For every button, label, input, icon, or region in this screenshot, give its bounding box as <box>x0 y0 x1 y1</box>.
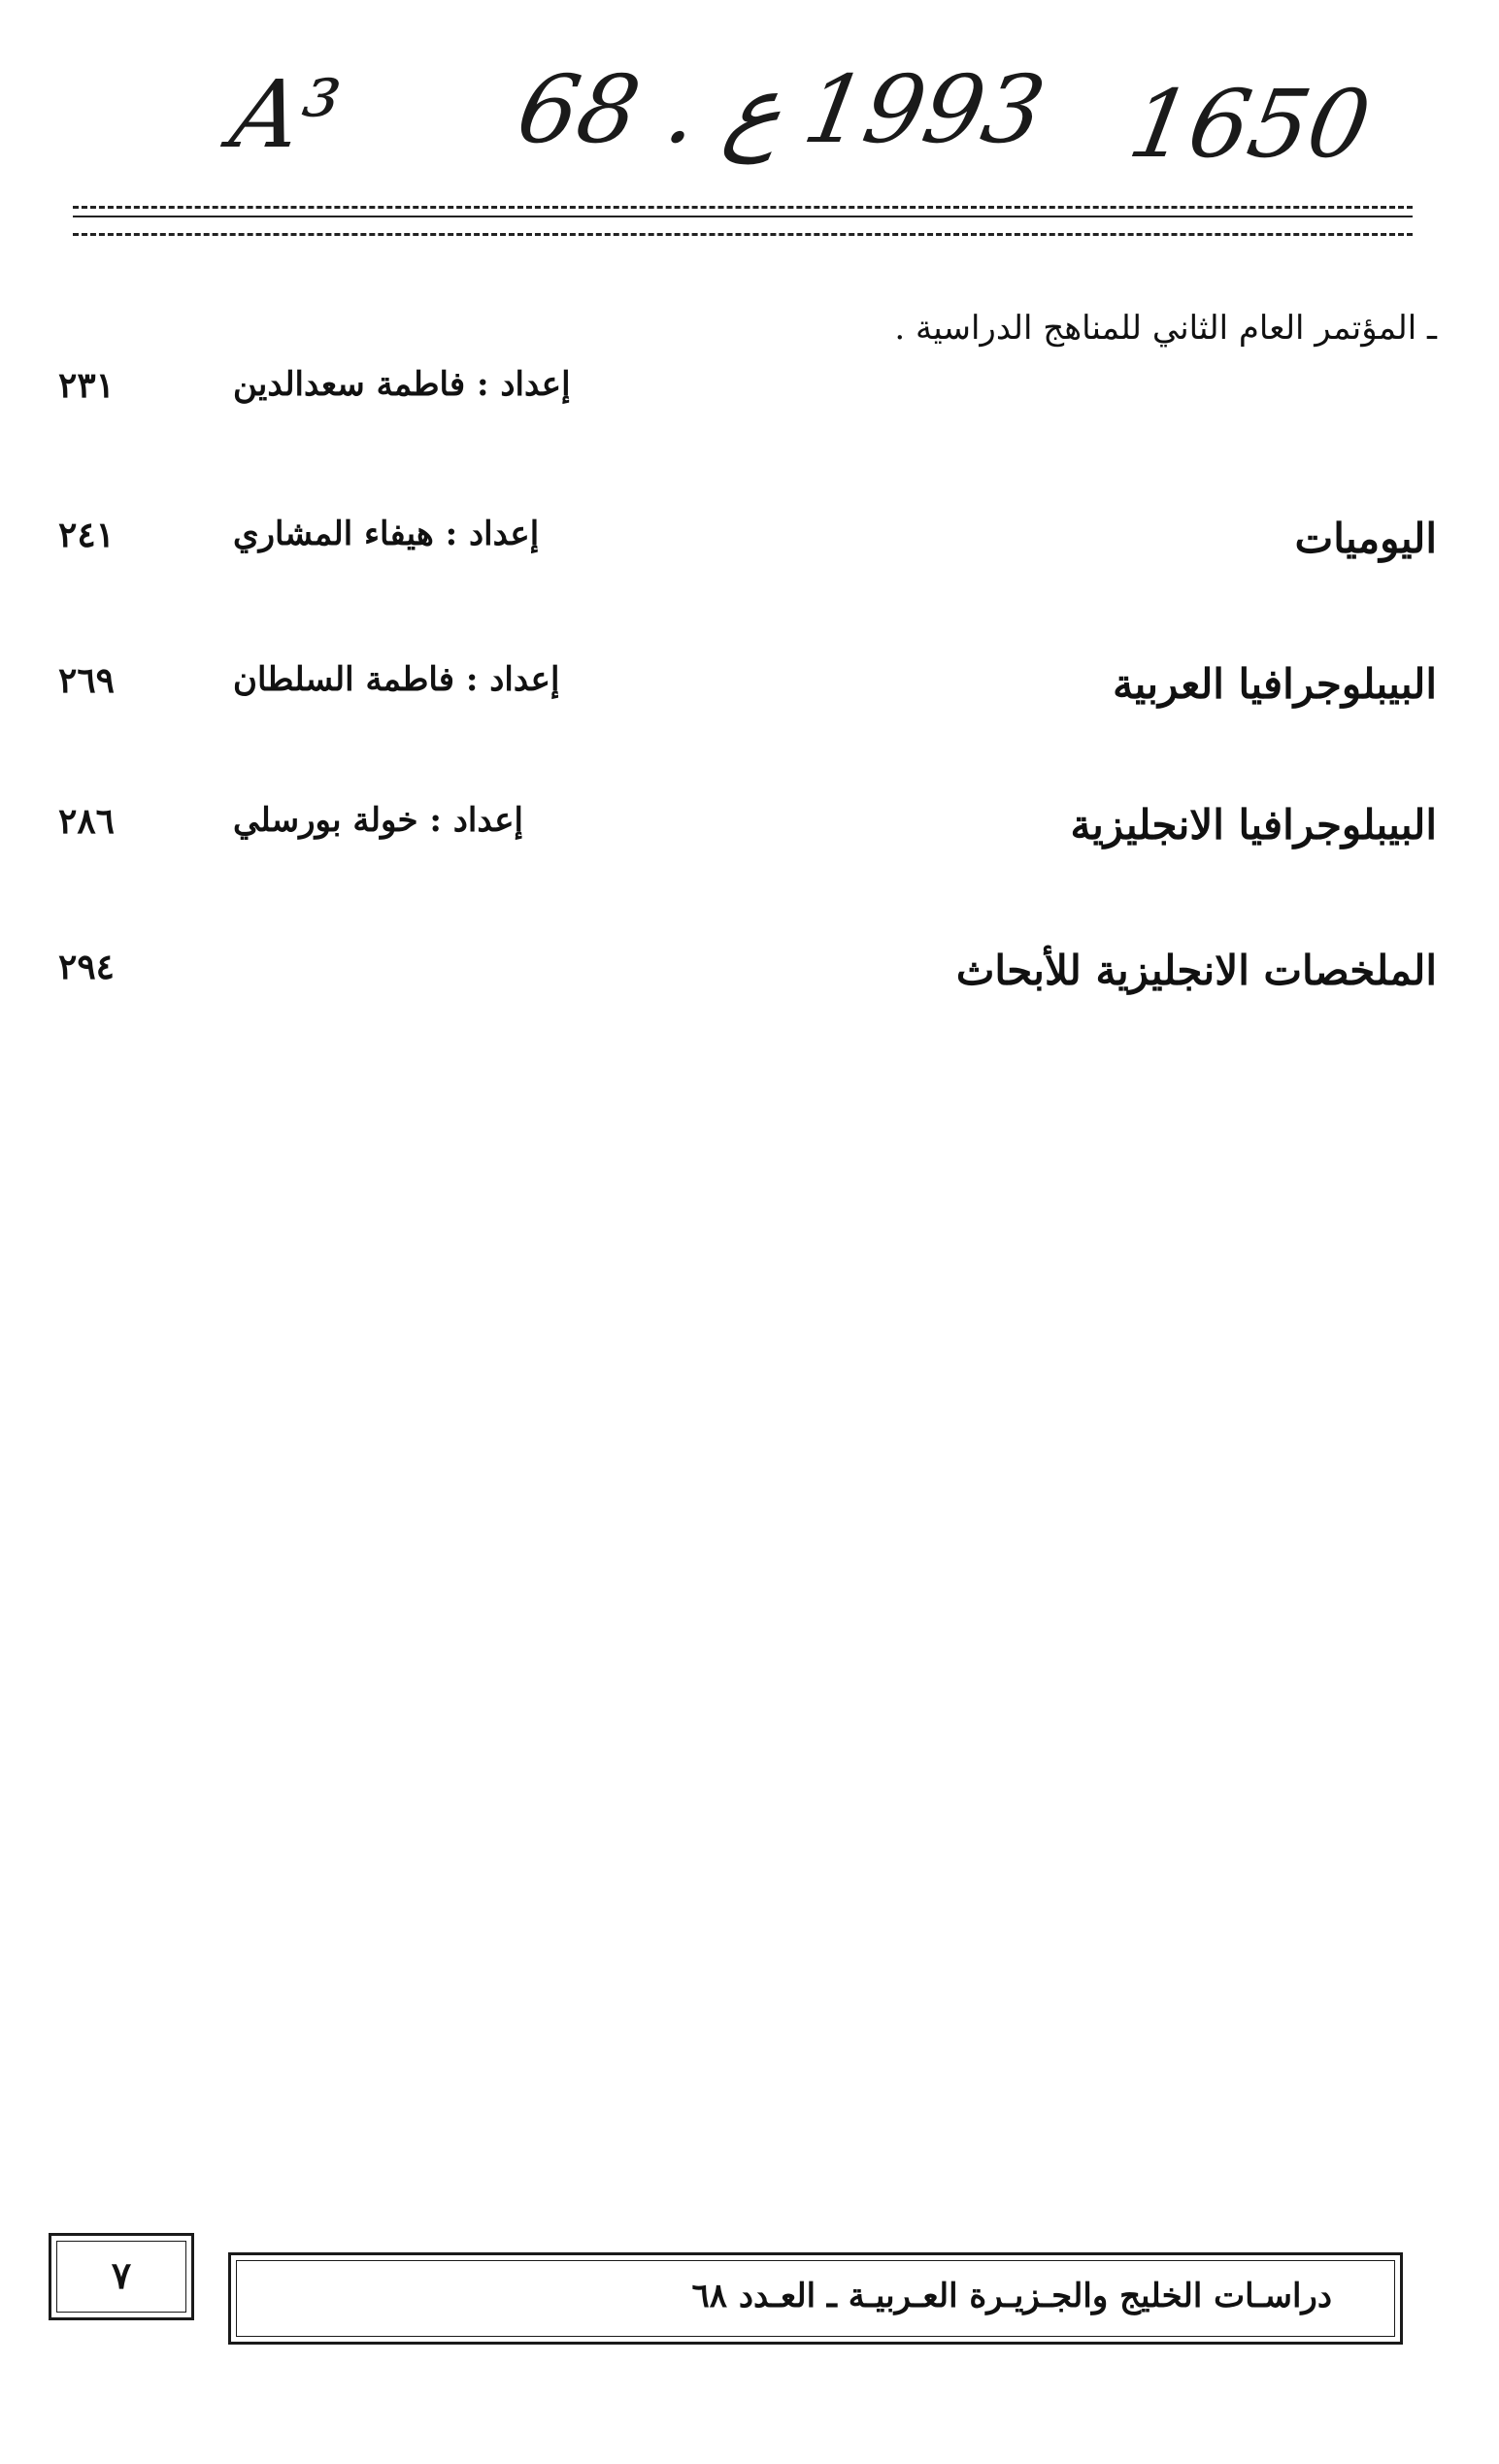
toc-entry <box>58 515 1437 583</box>
toc-entry <box>58 947 1437 1015</box>
handwritten-note-part: A³ <box>223 60 348 169</box>
handwritten-note-part: 68 . ع <box>510 55 792 164</box>
toc-entry-title: البيبلوجرافيا الانجليزية <box>1070 801 1437 849</box>
page-number-box <box>49 2233 194 2320</box>
toc-entry-title: الملخصات الانجليزية للأبحاث <box>955 947 1437 994</box>
toc-entry-page: ٢٣١ <box>58 365 116 406</box>
toc-entry <box>58 801 1437 869</box>
toc-entry-title: ـ المؤتمر العام الثاني للمناهج الدراسية . <box>894 309 1437 348</box>
toc-entry-page: ٢٨٦ <box>58 801 116 842</box>
toc-entry-page: ٢٩٤ <box>58 947 116 987</box>
handwritten-note-part: 1650 <box>1121 70 1379 179</box>
journal-footer-text: دراسـات الخليج والجـزيـرة العـربيـة ـ العـدد ٦٨ <box>691 2277 1332 2315</box>
toc-entry-page: ٢٦٩ <box>58 660 116 701</box>
journal-footer-box <box>228 2252 1403 2345</box>
toc-entry-page: ٢٤١ <box>58 515 116 555</box>
header-rule <box>73 216 1413 217</box>
handwritten-catalog-note <box>223 49 1388 184</box>
toc-entry <box>58 309 1437 416</box>
toc-entry-author: إعداد : فاطمة سعدالدين <box>233 365 571 404</box>
toc-entry-title: البيبلوجرافيا العربية <box>1113 660 1437 708</box>
toc-entry-title: اليوميات <box>1294 515 1437 562</box>
handwritten-note-part: 1993 <box>796 55 1053 164</box>
toc-entry-author: إعداد : هيفاء المشاري <box>233 515 540 553</box>
page-number: ٧ <box>111 2253 132 2297</box>
toc-entry-author: إعداد : فاطمة السلطان <box>233 660 560 699</box>
toc-entry-author: إعداد : خولة بورسلي <box>233 801 523 840</box>
header-rule <box>73 233 1413 236</box>
toc-entry <box>58 660 1437 728</box>
header-rule <box>73 206 1413 209</box>
